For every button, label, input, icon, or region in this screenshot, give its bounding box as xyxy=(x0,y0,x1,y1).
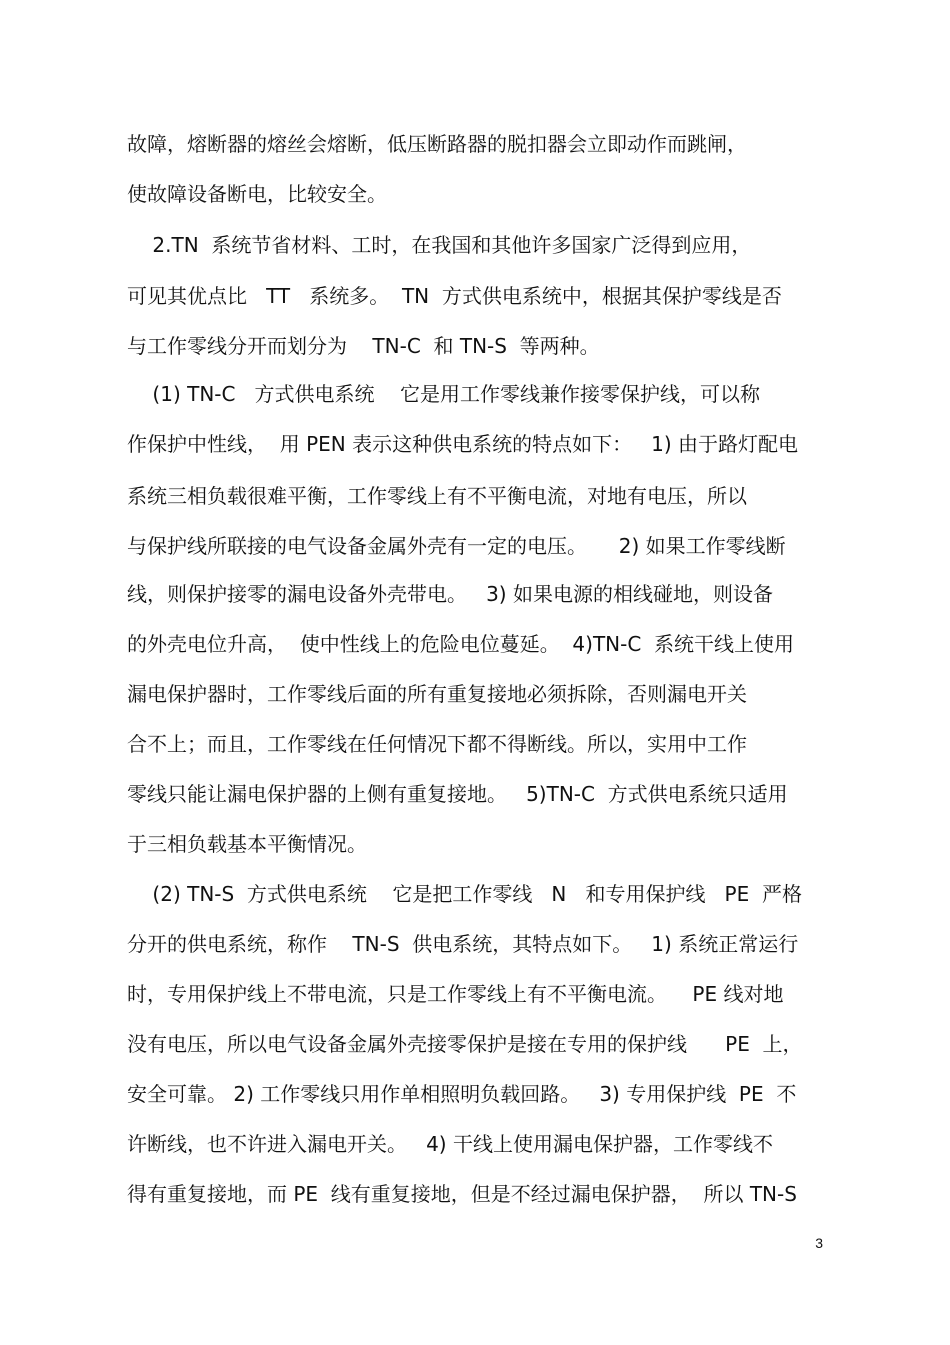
text-line-22: 得有重复接地，而 PE 线有重复接地，但是不经过漏电保护器， 所以 TN-S xyxy=(127,1182,797,1206)
text-line-7: 作保护中性线， 用 PEN 表示这种供电系统的特点如下： 1) 由于路灯配电 xyxy=(127,432,799,456)
text-line-8: 系统三相负载很难平衡，工作零线上有不平衡电流，对地有电压，所以 xyxy=(127,484,747,508)
text-line-1: 故障，熔断器的熔丝会熔断，低压断路器的脱扣器会立即动作而跳闸， xyxy=(127,132,747,156)
text-line-15: 于三相负载基本平衡情况。 xyxy=(127,832,367,856)
text-line-13: 合不上；而且，工作零线在任何情况下都不得断线。所以，实用中工作 xyxy=(127,732,747,756)
text-line-14: 零线只能让漏电保护器的上侧有重复接地。 5)TN-C 方式供电系统只适用 xyxy=(127,782,788,806)
text-line-9: 与保护线所联接的电气设备金属外壳有一定的电压。 2) 如果工作零线断 xyxy=(127,534,786,558)
text-line-18: 时，专用保护线上不带电流，只是工作零线上有不平衡电流。 PE 线对地 xyxy=(127,982,784,1006)
text-line-5: 与工作零线分开而划分为 TN-C 和 TN-S 等两种。 xyxy=(127,334,600,358)
text-line-20: 安全可靠。 2) 工作零线只用作单相照明负载回路。 3) 专用保护线 PE 不 xyxy=(127,1082,797,1106)
text-line-11: 的外壳电位升高， 使中性线上的危险电位蔓延。 4)TN-C 系统干线上使用 xyxy=(127,632,795,656)
page-number: 3 xyxy=(815,1235,823,1251)
text-line-17: 分开的供电系统，称作 TN-S 供电系统，其特点如下。 1) 系统正常运行 xyxy=(127,932,799,956)
text-line-21: 许断线，也不许进入漏电开关。 4) 干线上使用漏电保护器，工作零线不 xyxy=(127,1132,773,1156)
text-line-3: 2.TN 系统节省材料、工时，在我国和其他许多国家广泛得到应用， xyxy=(127,233,752,257)
text-line-16: (2) TN-S 方式供电系统 它是把工作零线 N 和专用保护线 PE 严格 xyxy=(127,882,802,906)
text-line-6: (1) TN-C 方式供电系统 它是用工作零线兼作接零保护线，可以称 xyxy=(127,382,760,406)
text-line-12: 漏电保护器时，工作零线后面的所有重复接地必须拆除，否则漏电开关 xyxy=(127,682,747,706)
text-line-19: 没有电压，所以电气设备金属外壳接零保护是接在专用的保护线 PE 上， xyxy=(127,1032,803,1056)
text-line-10: 线，则保护接零的漏电设备外壳带电。 3) 如果电源的相线碰地，则设备 xyxy=(127,582,773,606)
text-line-2: 使故障设备断电，比较安全。 xyxy=(127,182,387,206)
text-line-4: 可见其优点比 TT 系统多。 TN 方式供电系统中，根据其保护零线是否 xyxy=(127,284,782,308)
